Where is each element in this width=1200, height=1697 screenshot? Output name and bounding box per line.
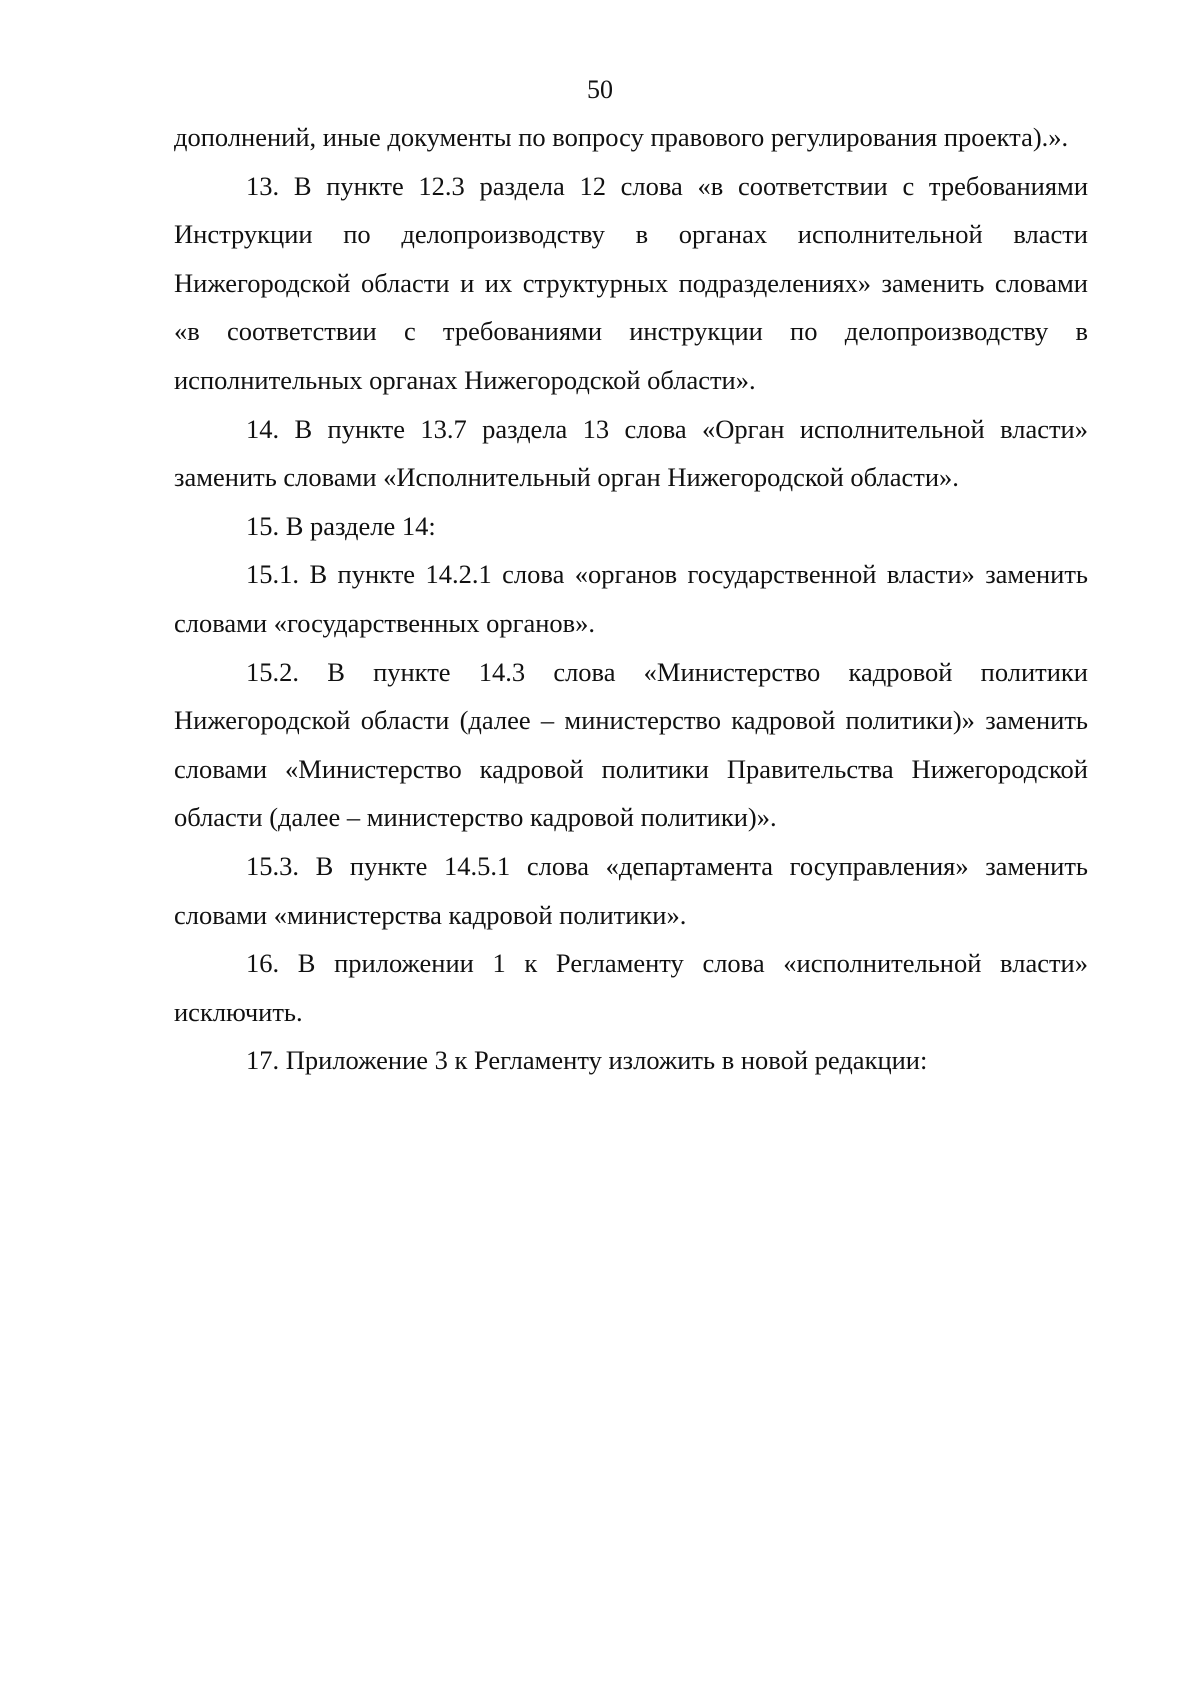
- paragraph-item-15-1: 15.1. В пункте 14.2.1 слова «органов государственной власти» заменить словами «государственных органов».: [174, 559, 1088, 638]
- paragraph-item-15-2: 15.2. В пункте 14.3 слова «Министерство кадровой политики Нижегородской области (далее – министерство кадровой политики)» заменить словами «Министерство кадровой политики Правительства Нижегородской области (далее – министерство кадровой политики)».: [174, 656, 1088, 833]
- document-body: [174, 113, 1088, 1085]
- paragraph-item-13: 13. В пункте 12.3 раздела 12 слова «в соответствии с требованиями Инструкции по делопроизводству в органах исполнительной власти Нижегородской области и их структурных подразделениях» заменить словами «в соответствии с требованиями инструкции по делопроизводству в исполнительных органах Нижегородской области».: [174, 170, 1088, 395]
- paragraph-item-15-3: 15.3. В пункте 14.5.1 слова «департамента госуправления» заменить словами «министерства кадровой политики».: [174, 850, 1088, 930]
- paragraph-item-16: 16. В приложении 1 к Регламенту слова «исполнительной власти» исключить.: [174, 948, 1088, 1027]
- paragraph-continuation: дополнений, иные документы по вопросу правового регулирования проекта).».: [174, 122, 1069, 152]
- paragraph-item-17: 17. Приложение 3 к Регламенту изложить в новой редакции:: [246, 1045, 928, 1076]
- paragraph-item-15: 15. В разделе 14:: [246, 510, 436, 541]
- page-number: 50: [587, 75, 613, 104]
- paragraph-item-14: 14. В пункте 13.7 раздела 13 слова «Орган исполнительной власти» заменить словами «Исполнительный орган Нижегородской области».: [174, 413, 1088, 493]
